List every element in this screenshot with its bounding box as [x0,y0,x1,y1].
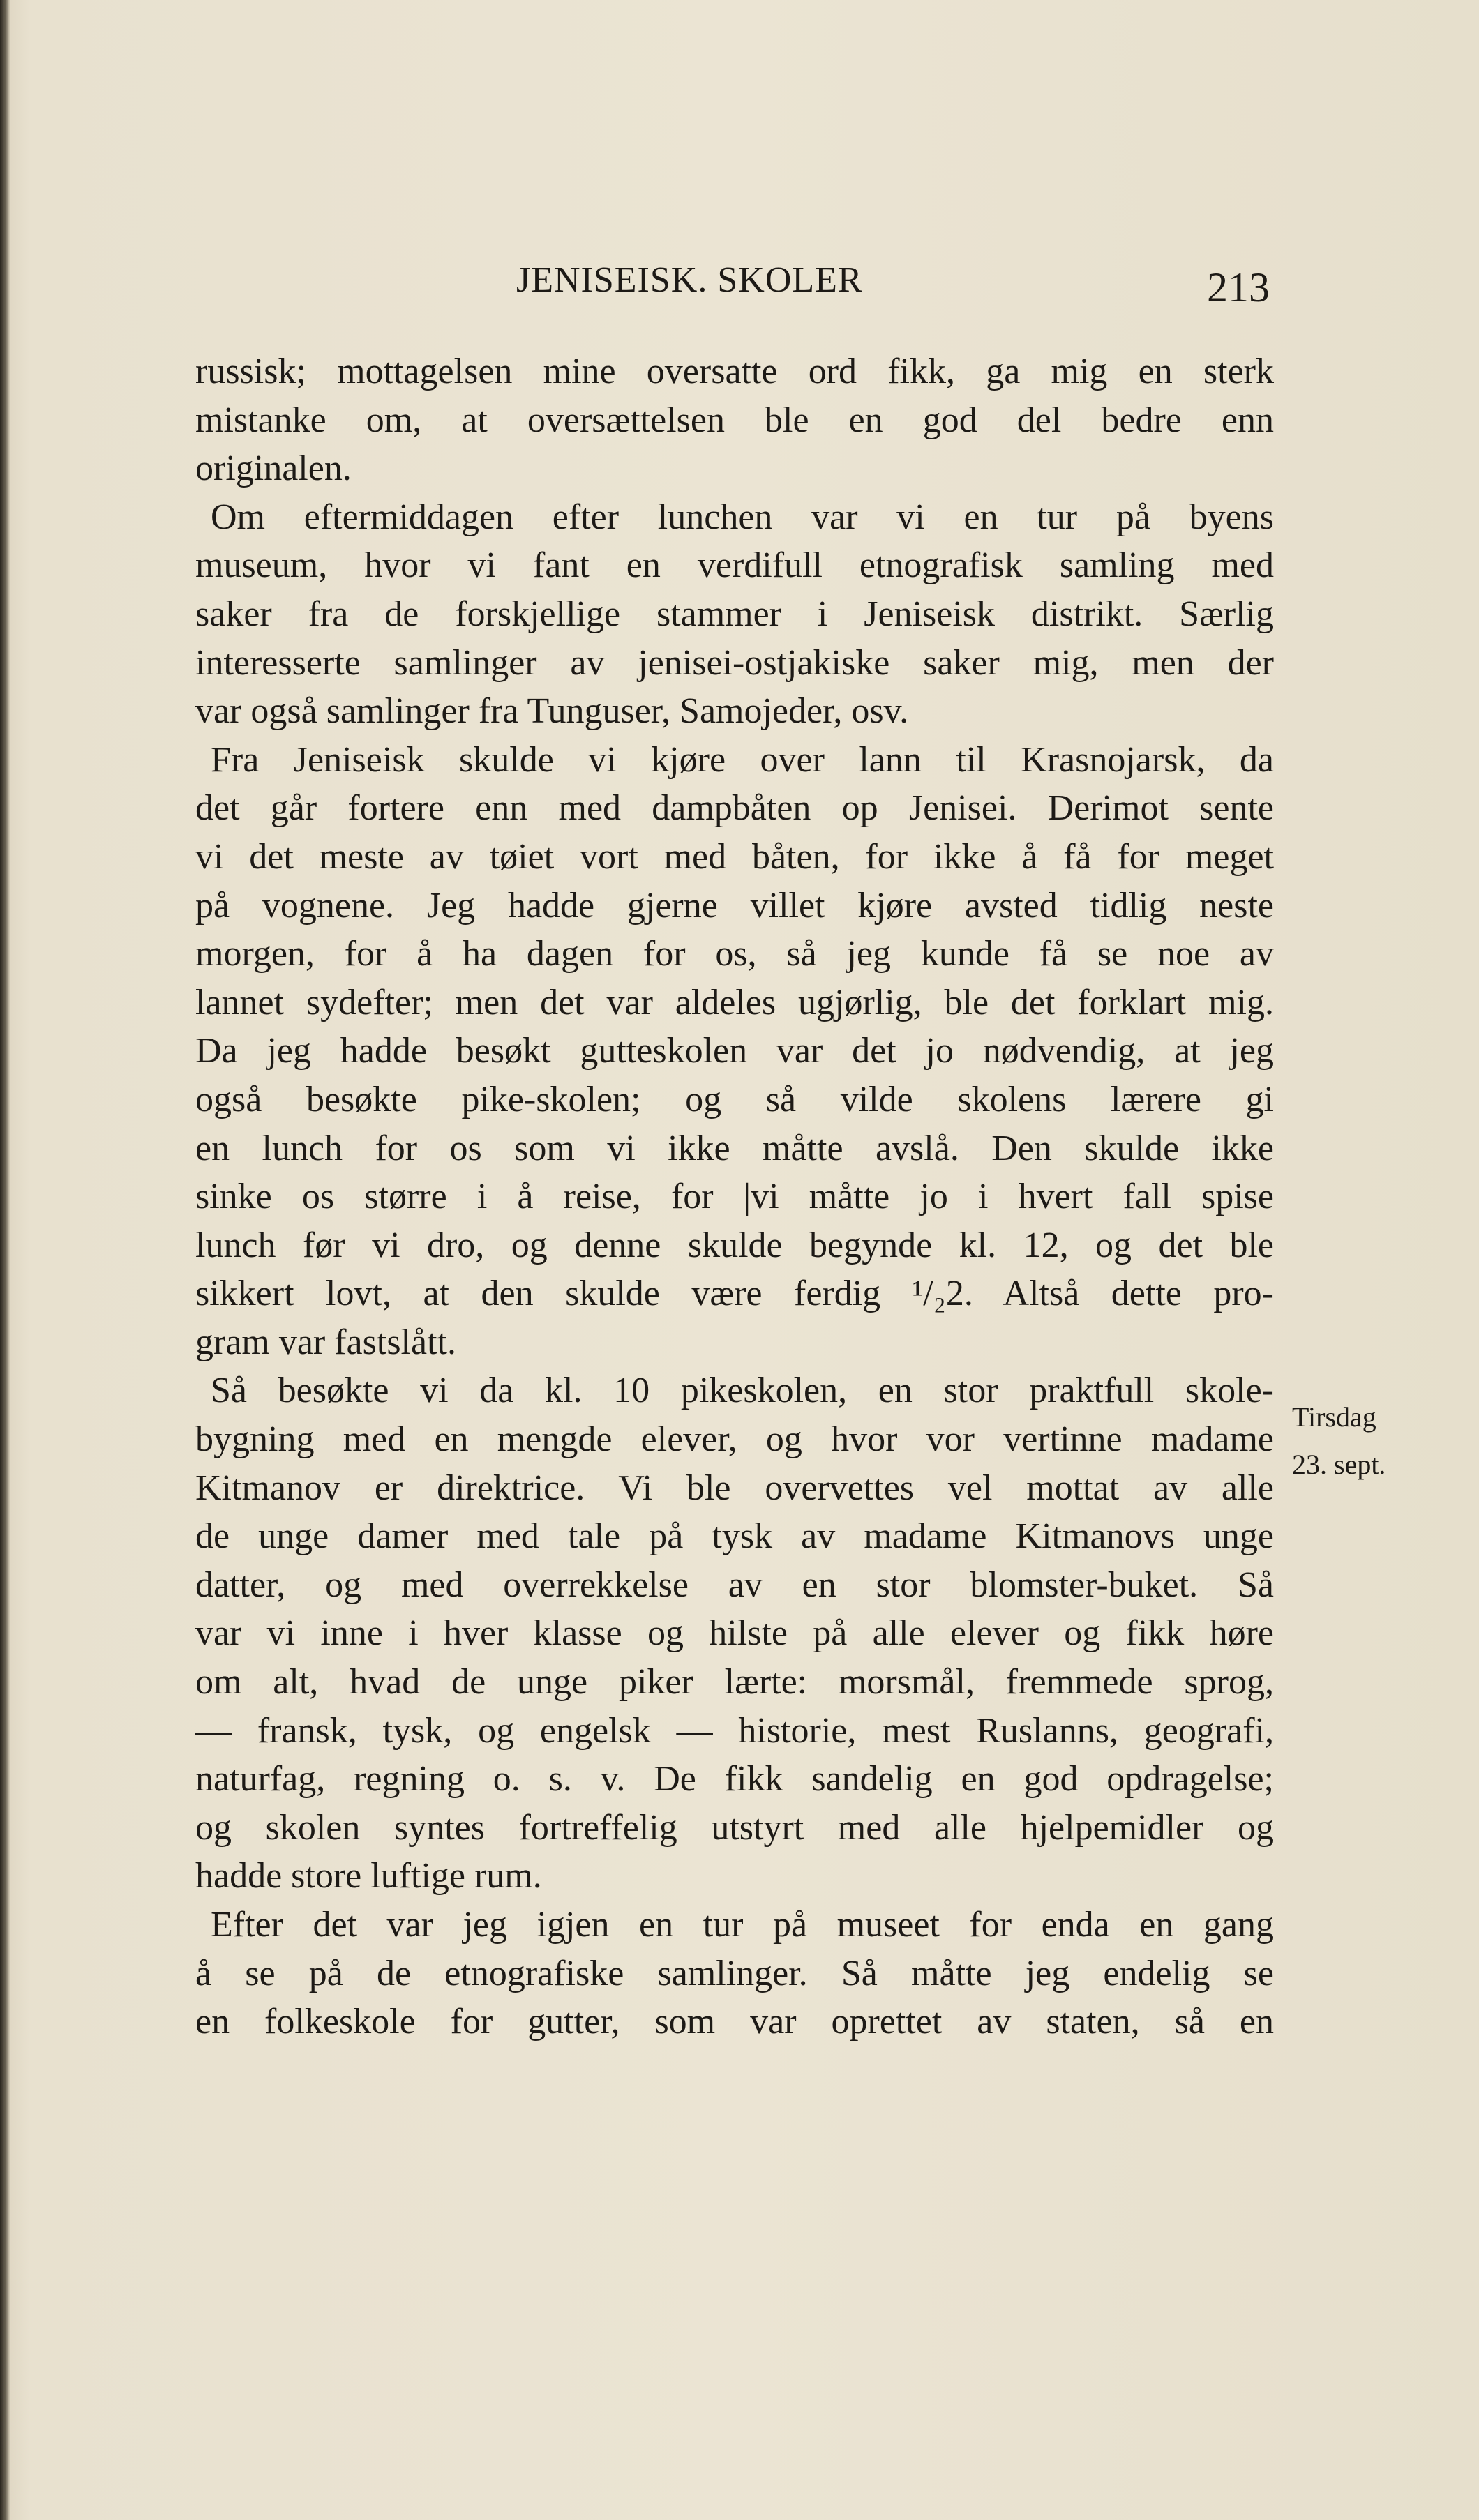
text-line: — fransk, tysk, og engelsk — historie, mest Ruslanns, geografi, [195,1710,1274,1751]
text-line: og skolen syntes fortreffelig utstyrt med alle hjelpemidler og [195,1807,1274,1848]
text-line: mistanke om, at oversættelsen ble en god del bedre enn [195,400,1274,440]
text-line: Så besøkte vi da kl. 10 pikeskolen, en stor praktfull skole- [211,1371,1274,1411]
page-binding-edge [0,0,10,2520]
text-line: Efter det var jeg igjen en tur på museet for enda en gang [211,1905,1274,1945]
text-line: hadde store luftige rum. [195,1856,542,1896]
text-line: russisk; mottagelsen mine oversatte ord fikk, ga mig en sterk [195,352,1274,391]
text-line: morgen, for å ha dagen for os, så jeg kunde få se noe av [195,934,1274,974]
text-line: Da jeg hadde besøkt gutteskolen var det jo nødvendig, at jeg [195,1031,1274,1071]
text-line: å se på de etnografiske samlinger. Så måtte jeg endelig se [195,1953,1274,1993]
text-line: var vi inne i hver klasse og hilste på alle elever og fikk høre [195,1613,1274,1654]
text-line: museum, hvor vi fant en verdifull etnografisk samling med [195,545,1274,586]
margin-note-date [1292,1394,1386,1488]
text-line: bygning med en mengde elever, og hvor vor vertinne madame [195,1419,1274,1460]
text-line: lannet sydefter; men det var aldeles ugjørlig, ble det forklart mig. [195,982,1274,1023]
text-line: på vognene. Jeg hadde gjerne villet kjøre avsted tidlig neste [195,885,1274,926]
text-line: vi det meste av tøiet vort med båten, for ikke å få for meget [195,836,1274,877]
text-line: saker fra de forskjellige stammer i Jeniseisk distrikt. Særlig [195,594,1274,634]
text-line: en folkeskole for gutter, som var oprettet av staten, så en [195,2002,1274,2042]
text-line: Om eftermiddagen efter lunchen var vi en tur på byens [211,497,1274,537]
text-line: Fra Jeniseisk skulde vi kjøre over lann til Krasnojarsk, da [211,739,1274,780]
text-line: også besøkte pike-skolen; og så vilde skolens lærere gi [195,1079,1274,1119]
text-line: gram var fastslått. [195,1322,456,1362]
text-line: de unge damer med tale på tysk av madame Kitmanovs unge [195,1516,1274,1557]
text-line: var også samlinger fra Tunguser, Samojeder, osv. [195,691,909,732]
text-line: sinke os større i å reise, for |vi måtte jo i hvert fall spise [195,1177,1274,1217]
running-head: JENISEISK. SKOLER [516,260,863,300]
text-line: lunch før vi dro, og denne skulde begynde kl. 12, og det ble [195,1225,1274,1265]
margin-note-date-text: 23. sept. [1292,1449,1386,1480]
text-line: originalen. [195,448,352,489]
page-header [195,259,1270,315]
text-line: datter, og med overrekkelse av en stor blomster-buket. Så [195,1564,1274,1605]
margin-note-day: Tirsdag [1292,1401,1376,1433]
text-line: naturfag, regning o. s. v. De fikk sandelig en god opdragelse; [195,1759,1274,1800]
text-line: det går fortere enn med dampbåten op Jenisei. Derimot sente [195,788,1274,829]
body-text [195,347,1274,2046]
text-line: interesserte samlinger av jenisei-ostjakiske saker mig, men der [195,642,1274,683]
text-line: Kitmanov er direktrice. Vi ble overvettes vel mottat av alle [195,1468,1274,1508]
text-line: en lunch for os som vi ikke måtte avslå. Den skulde ikke [195,1128,1274,1168]
page-number: 213 [1207,264,1270,310]
text-line: sikkert lovt, at den skulde være ferdig ¹/₂2. Altså dette pro- [195,1274,1274,1314]
text-line: om alt, hvad de unge piker lærte: morsmål, fremmede sprog, [195,1662,1274,1703]
